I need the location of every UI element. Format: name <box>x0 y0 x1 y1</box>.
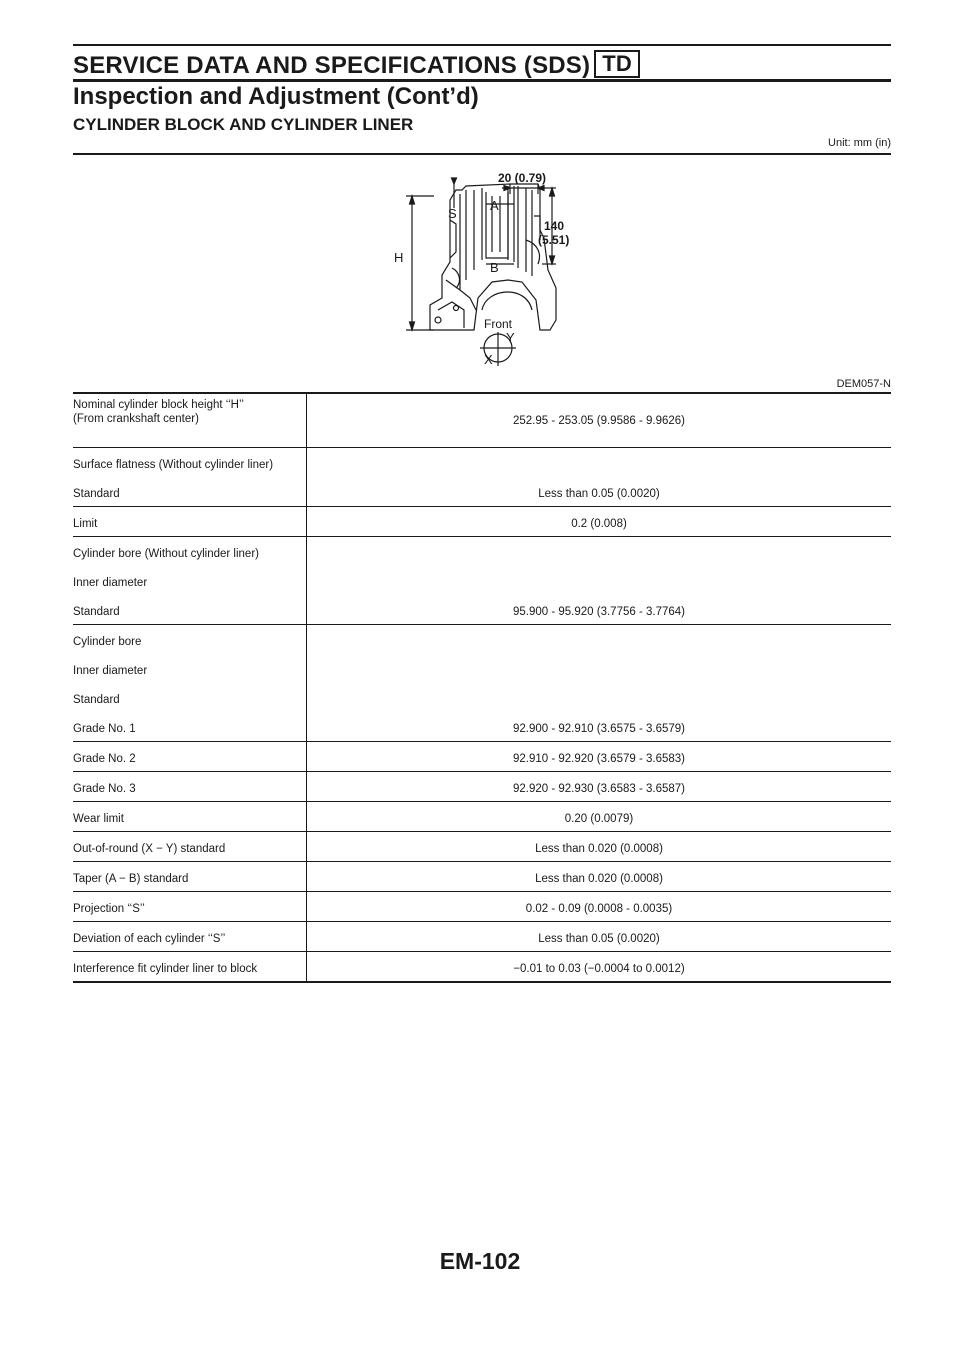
diagram-dim-side-inch: (5.51) <box>538 233 570 247</box>
header-subtitle: Inspection and Adjustment (Cont’d) <box>73 83 479 110</box>
table-cell-value: Less than 0.05 (0.0020) <box>307 477 892 507</box>
table-cell-label: Inner diameter <box>73 654 307 683</box>
header-top-rule <box>73 44 891 46</box>
table-row <box>73 772 891 802</box>
diagram-label-x: X <box>484 352 493 367</box>
table-row <box>73 832 891 862</box>
table-row <box>73 393 891 448</box>
table-cell-value <box>307 448 892 478</box>
diagram-dim-top: 20 (0.79) <box>498 171 547 185</box>
table-cell-value: 92.920 - 92.930 (3.6583 - 3.6587) <box>307 772 892 802</box>
table-row <box>73 507 891 537</box>
table-cell-label: Standard <box>73 477 307 507</box>
diagram-label-front: Front <box>484 317 513 331</box>
table-cell-label: Taper (A − B) standard <box>73 862 307 892</box>
table-cell-label: Surface flatness (Without cylinder liner) <box>73 448 307 478</box>
table-cell-value: Less than 0.05 (0.0020) <box>307 922 892 952</box>
table-cell-value: 0.02 - 0.09 (0.0008 - 0.0035) <box>307 892 892 922</box>
figure-code: DEM057-N <box>836 378 891 390</box>
table-row <box>73 892 891 922</box>
table-row <box>73 952 891 983</box>
table-cell-value: −0.01 to 0.03 (−0.0004 to 0.0012) <box>307 952 892 983</box>
table-cell-label: Grade No. 1 <box>73 712 307 742</box>
spec-table <box>73 392 891 983</box>
table-cell-value: 0.20 (0.0079) <box>307 802 892 832</box>
table-cell-label: Deviation of each cylinder ‘‘S’’ <box>73 922 307 952</box>
table-row <box>73 477 891 507</box>
table-cell-value <box>307 537 892 567</box>
table-cell-label: Limit <box>73 507 307 537</box>
table-cell-label: Standard <box>73 595 307 625</box>
diagram-label-h: H <box>394 250 404 265</box>
table-cell-value <box>307 566 892 595</box>
table-cell-label: Grade No. 2 <box>73 742 307 772</box>
table-cell-label: Grade No. 3 <box>73 772 307 802</box>
table-cell-value: Less than 0.020 (0.0008) <box>307 832 892 862</box>
table-cell-value <box>307 683 892 712</box>
header-mid-rule <box>73 79 891 82</box>
table-cell-label: Interference fit cylinder liner to block <box>73 952 307 983</box>
diagram-label-y: Y <box>506 330 515 345</box>
diagram-dim-side-value: 140 <box>544 219 565 233</box>
section-rule <box>73 153 891 155</box>
table-cell-value: Less than 0.020 (0.0008) <box>307 862 892 892</box>
table-row <box>73 537 891 567</box>
table-cell-value <box>307 654 892 683</box>
table-row <box>73 595 891 625</box>
table-row <box>73 683 891 712</box>
table-cell-label: Cylinder bore (Without cylinder liner) <box>73 537 307 567</box>
page-number: EM-102 <box>439 1248 521 1274</box>
table-row <box>73 654 891 683</box>
table-cell-label: Out-of-round (X − Y) standard <box>73 832 307 862</box>
diagram-label-b: B <box>490 260 499 275</box>
header-title-text: SERVICE DATA AND SPECIFICATIONS (SDS) <box>73 52 591 79</box>
table-cell-label: Wear limit <box>73 802 307 832</box>
table-row <box>73 712 891 742</box>
table-cell-label: Projection ‘‘S’’ <box>73 892 307 922</box>
engine-tag-badge: TD <box>594 50 640 78</box>
unit-note: Unit: mm (in) <box>828 137 891 149</box>
table-cell-value: 0.2 (0.008) <box>307 507 892 537</box>
table-cell-value: 92.900 - 92.910 (3.6575 - 3.6579) <box>307 712 892 742</box>
table-row <box>73 566 891 595</box>
diagram-label-a: A <box>490 198 499 213</box>
table-cell-label: Standard <box>73 683 307 712</box>
table-row <box>73 742 891 772</box>
table-cell-value: 95.900 - 95.920 (3.7756 - 3.7764) <box>307 595 892 625</box>
table-cell-value: 92.910 - 92.920 (3.6579 - 3.6583) <box>307 742 892 772</box>
table-row <box>73 625 891 655</box>
table-cell-value: 252.95 - 253.05 (9.9586 - 9.9626) <box>307 393 892 448</box>
table-cell-label: Cylinder bore <box>73 625 307 655</box>
table-cell-value <box>307 625 892 655</box>
table-cell-label: Inner diameter <box>73 566 307 595</box>
cylinder-block-diagram <box>390 160 590 370</box>
table-cell-label: Nominal cylinder block height ‘‘H’’ (From crankshaft center) <box>73 393 307 448</box>
table-row <box>73 802 891 832</box>
table-row <box>73 922 891 952</box>
header-title <box>73 50 891 80</box>
table-row <box>73 862 891 892</box>
table-row <box>73 448 891 478</box>
diagram-label-s: S <box>448 206 457 221</box>
section-title: CYLINDER BLOCK AND CYLINDER LINER <box>73 115 414 134</box>
